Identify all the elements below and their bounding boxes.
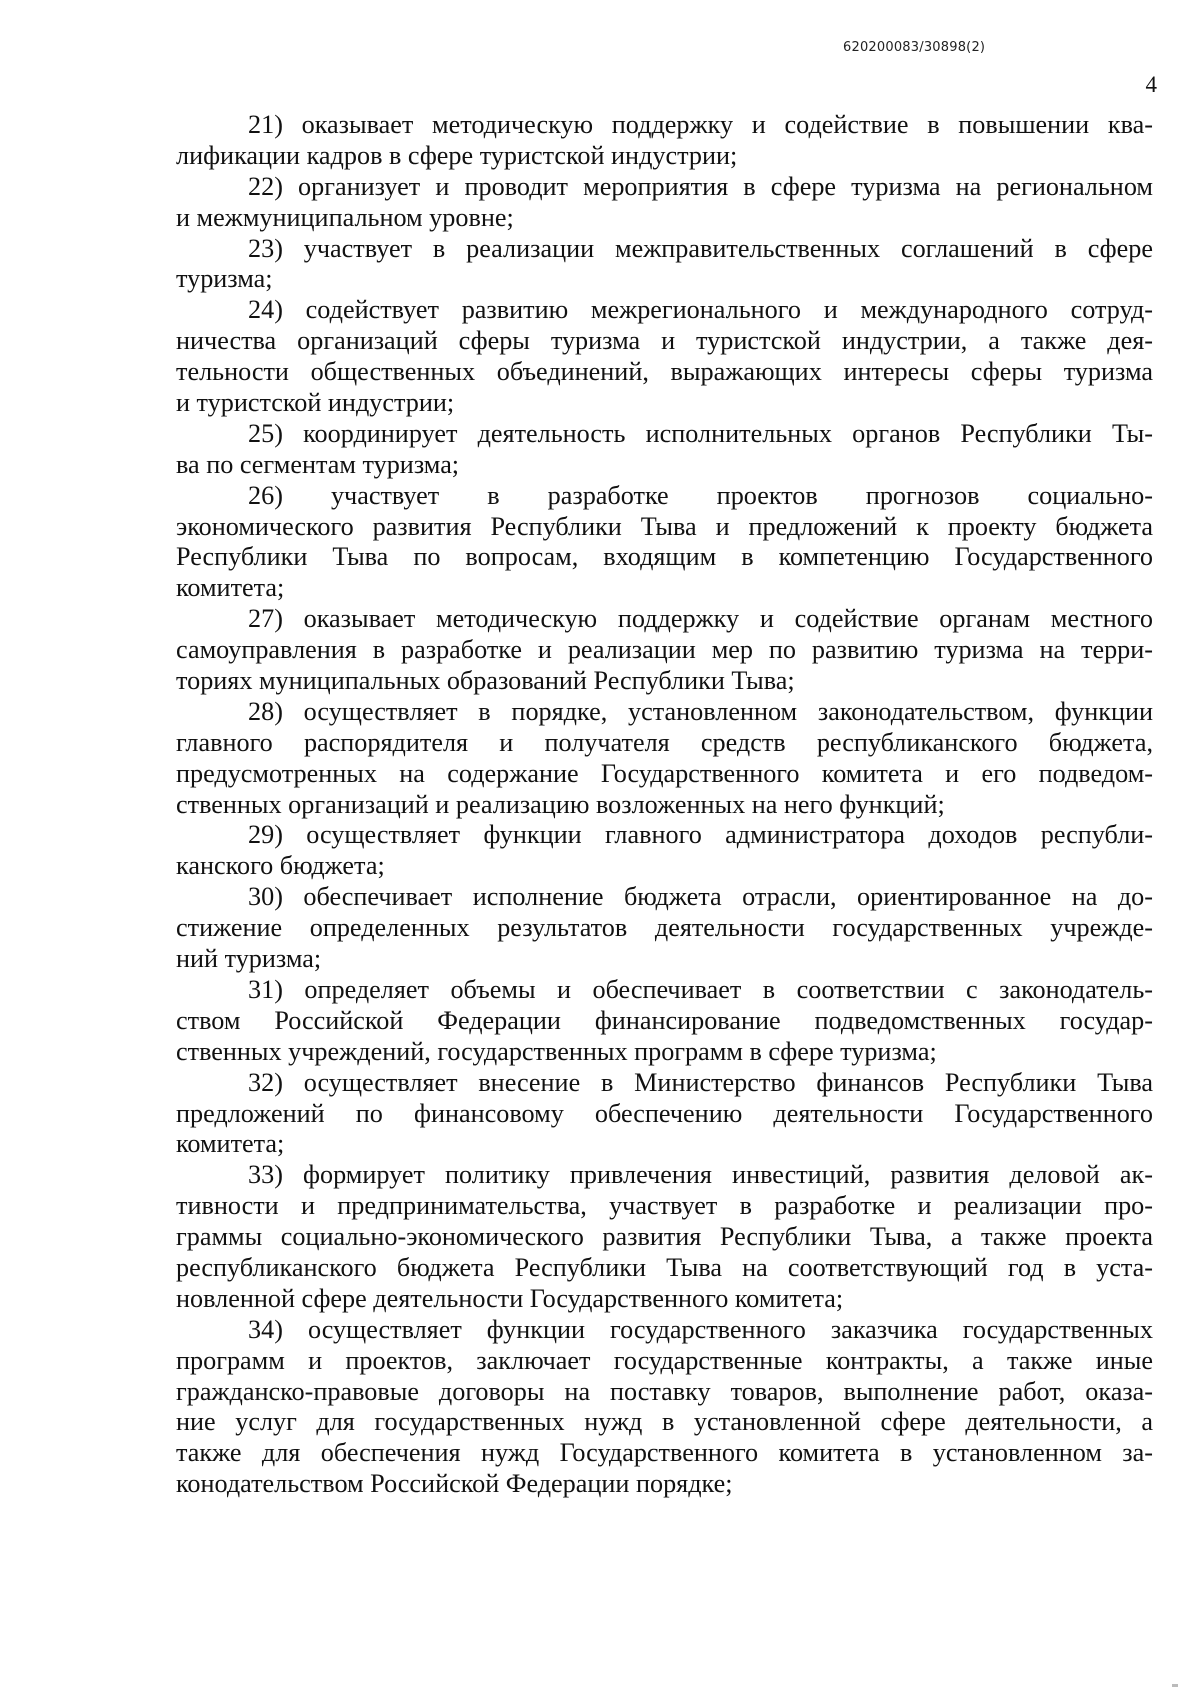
text-line: 32) осуществляет внесение в Министерство финансов Республики Тыва [248,1067,1153,1097]
text-line: самоуправления в разработке и реализации мер по развитию туризма на терри- [176,635,1153,665]
list-item [176,604,1153,697]
text-line: туризма; [176,264,273,294]
text-line: граммы социально-экономического развития Республики Тыва, а также проекта [176,1222,1153,1252]
text-line: комитета; [176,573,285,603]
text-line: 34) осуществляет функции государственного заказчика государственных [248,1314,1153,1344]
text-line: тельности общественных объединений, выражающих интересы сферы туризма [176,357,1153,387]
text-line: комитета; [176,1129,285,1159]
list-item [176,1315,1153,1500]
text-line: конодательством Российской Федерации порядке; [176,1469,733,1499]
text-line: 31) определяет объемы и обеспечивает в соответствии с законодатель- [248,974,1153,1004]
scan-artifact [1172,1684,1178,1687]
page-number: 4 [1145,72,1157,97]
text-line: республиканского бюджета Республики Тыва на соответствующий год в уста- [176,1252,1153,1282]
text-line: 26) участвует в разработке проектов прогнозов социально- [248,480,1153,510]
text-line: 22) организует и проводит мероприятия в сфере туризма на региональном [248,171,1153,201]
text-line: предложений по финансовому обеспечению деятельности Государственного [176,1098,1153,1128]
text-line: программ и проектов, заключает государственные контракты, а также иные [176,1345,1153,1375]
text-line: Республики Тыва по вопросам, входящим в компетенцию Государственного [176,542,1153,572]
text-line: 25) координирует деятельность исполнительных органов Республики Ты- [248,418,1153,448]
list-item [176,697,1153,821]
text-line: 30) обеспечивает исполнение бюджета отрасли, ориентированное на до- [248,882,1153,912]
text-line: ний туризма; [176,944,322,974]
text-line: ственных организаций и реализацию возложенных на него функций; [176,789,945,819]
list-item [176,110,1153,172]
text-line: и туристской индустрии; [176,388,455,418]
text-line: ториях муниципальных образований Республики Тыва; [176,666,795,696]
list-item [176,882,1153,975]
list-item [176,419,1153,481]
text-line: 21) оказывает методическую поддержку и содействие в повышении ква- [248,110,1153,139]
text-line: ственных учреждений, государственных программ в сфере туризма; [176,1036,937,1066]
text-line: 24) содействует развитию межрегионального и международного сотруд- [248,295,1153,325]
list-item [176,820,1153,882]
text-line: главного распорядителя и получателя средств республиканского бюджета, [176,727,1153,757]
list-item [176,234,1153,296]
text-line: 27) оказывает методическую поддержку и содействие органам местного [248,604,1153,634]
list-item [176,481,1153,605]
list-item [176,1160,1153,1314]
list-item [176,975,1153,1068]
text-line: также для обеспечения нужд Государственного комитета в установленном за- [176,1438,1153,1468]
text-line: ва по сегментам туризма; [176,449,460,479]
text-line: канского бюджета; [176,851,385,881]
list-item [176,172,1153,234]
list-item [176,1068,1153,1161]
text-line: предусмотренных на содержание Государственного комитета и его подведом- [176,758,1153,788]
text-line: ние услуг для государственных нужд в установленной сфере деятельности, а [176,1407,1153,1437]
text-line: 28) осуществляет в порядке, установленном законодательством, функции [248,696,1153,726]
text-line: стижение определенных результатов деятельности государственных учрежде- [176,913,1153,943]
text-line: 23) участвует в реализации межправительственных соглашений в сфере [248,233,1153,263]
list-item [176,295,1153,419]
text-line: 29) осуществляет функции главного администратора доходов республи- [248,820,1153,850]
document-body [176,110,1153,1500]
text-line: новленной сфере деятельности Государственного комитета; [176,1283,844,1313]
text-line: тивности и предпринимательства, участвует в разработке и реализации про- [176,1191,1153,1221]
text-line: экономического развития Республики Тыва и предложений к проекту бюджета [176,511,1153,541]
document-id: 620200083/30898(2) [843,40,986,55]
text-line: 33) формирует политику привлечения инвестиций, развития деловой ак- [248,1160,1153,1190]
text-line: ством Российской Федерации финансирование подведомственных государ- [176,1005,1153,1035]
text-line: гражданско-правовые договоры на поставку товаров, выполнение работ, оказа- [176,1376,1153,1406]
text-line: лификации кадров в сфере туристской индустрии; [176,140,738,170]
text-line: и межмуниципальном уровне; [176,202,514,232]
text-line: ничества организаций сферы туризма и туристской индустрии, а также дея- [176,326,1153,356]
